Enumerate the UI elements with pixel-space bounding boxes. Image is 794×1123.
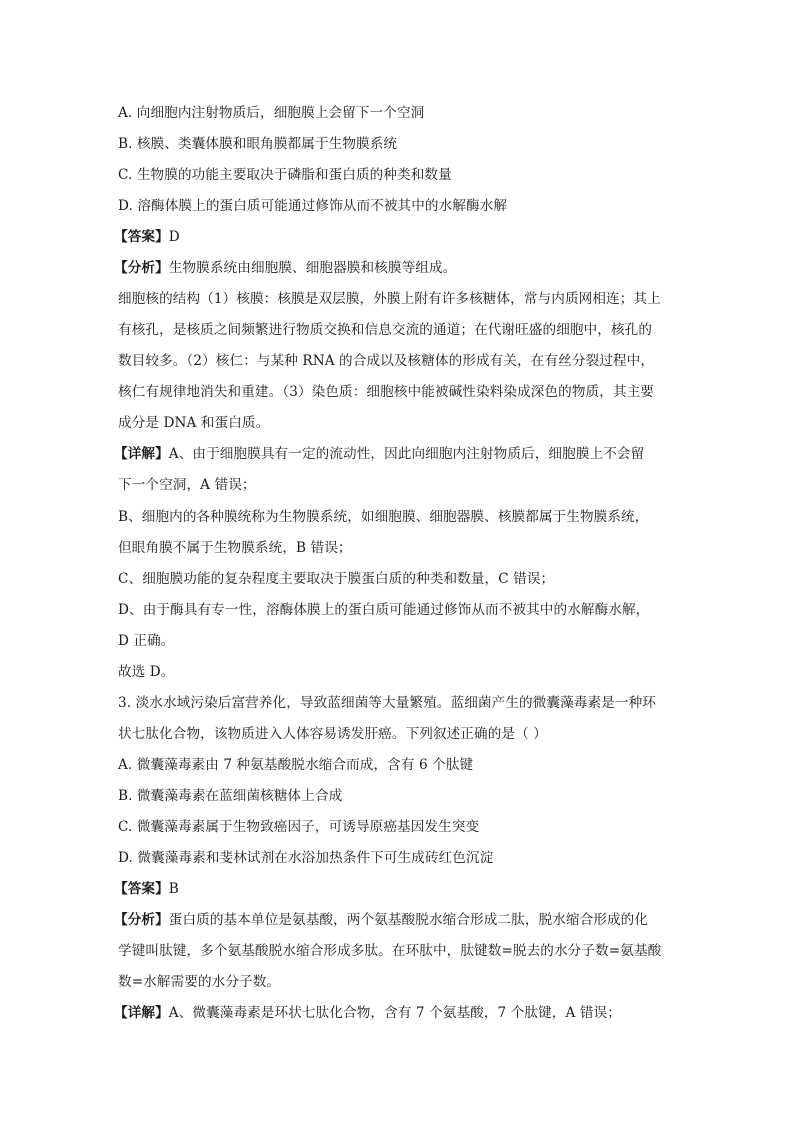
analysis-text: 生物膜系统由细胞膜、细胞器膜和核膜等组成。 [168, 260, 457, 276]
analysis-text: 蛋白质的基本单位是氨基酸，两个氨基酸脱水缩合形成二肽，脱水缩合形成的化 [168, 912, 649, 928]
q3-analysis-line: 数=水解需要的水分子数。 [118, 974, 281, 990]
analysis-label: 【分析】 [114, 260, 169, 276]
q2-analysis-line: 细胞核的结构（1）核膜：核膜是双层膜，外膜上附有许多核糖体，常与内质网相连；其上 [118, 291, 661, 307]
q2-detail-line: 故选 D。 [118, 664, 175, 680]
q2-analysis-line: 成分是 DNA 和蛋白质。 [118, 415, 270, 431]
q2-detail-line: D 正确。 [118, 633, 175, 649]
q2-detail-line: 但眼角膜不属于生物膜系统，B 错误； [118, 540, 352, 556]
q2-analysis-line: 核仁有规律地消失和重建。（3）染色质：细胞核中能被碱性染料染成深色的物质，其主要 [118, 384, 655, 400]
answer-label: 【答案】 [114, 229, 169, 245]
q2-detail-line: C、细胞膜功能的复杂程度主要取决于膜蛋白质的种类和数量，C 错误； [118, 571, 555, 587]
q2-option-b: B. 核膜、类囊体膜和眼角膜都属于生物膜系统 [118, 136, 398, 152]
q3-stem-line: 状七肽化合物，该物质进入人体容易诱发肝癌。下列叙述正确的是（ ） [118, 726, 547, 742]
detail-text: A、由于细胞膜具有一定的流动性，因此向细胞内注射物质后，细胞膜上不会留 [168, 446, 645, 462]
q3-option-d: D. 微囊藻毒素和斐林试剂在水浴加热条件下可生成砖红色沉淀 [118, 850, 494, 866]
q3-analysis [114, 910, 674, 930]
q3-detail [114, 1003, 674, 1023]
analysis-label: 【分析】 [114, 912, 169, 928]
detail-label: 【详解】 [114, 1005, 169, 1021]
q2-analysis-line: 数目较多。（2）核仁：与某种 RNA 的合成以及核糖体的形成有关，在有丝分裂过程中， [118, 353, 655, 369]
q2-option-a: A. 向细胞内注射物质后，细胞膜上会留下一个空洞 [118, 105, 425, 121]
q2-analysis [114, 258, 674, 278]
q2-detail [114, 444, 674, 464]
q3-stem-line: 3. 淡水水域污染后富营养化，导致蓝细菌等大量繁殖。蓝细菌产生的微囊藻毒素是一种环 [118, 695, 656, 711]
q2-option-c: C. 生物膜的功能主要取决于磷脂和蛋白质的种类和数量 [118, 167, 452, 183]
q3-option-a: A. 微囊藻毒素由 7 种氨基酸脱水缩合而成，含有 6 个肽键 [118, 757, 474, 773]
answer-value: D [168, 229, 180, 245]
q3-option-c: C. 微囊藻毒素属于生物致癌因子，可诱导原癌基因发生突变 [118, 819, 480, 835]
q2-detail-line: B、细胞内的各种膜统称为生物膜系统，如细胞膜、细胞器膜、核膜都属于生物膜系统， [118, 509, 649, 525]
answer-value: B [168, 881, 179, 897]
q3-analysis-line: 学键叫肽键，多个氨基酸脱水缩合形成多肽。在环肽中，肽键数=脱去的水分子数=氨基酸 [118, 943, 662, 959]
q2-detail-line: D、由于酶具有专一性，溶酶体膜上的蛋白质可能通过修饰从而不被其中的水解酶水解， [118, 602, 650, 618]
answer-label: 【答案】 [114, 881, 169, 897]
q2-analysis-line: 有核孔，是核质之间频繁进行物质交换和信息交流的通道；在代谢旺盛的细胞中，核孔的 [118, 322, 653, 338]
detail-label: 【详解】 [114, 446, 169, 462]
q2-detail-line: 下一个空洞，A 错误； [118, 477, 256, 493]
q3-answer [114, 879, 674, 899]
detail-text: A、微囊藻毒素是环状七肽化合物，含有 7 个氨基酸，7 个肽键，A 错误； [168, 1005, 621, 1021]
q2-answer [114, 227, 674, 247]
q2-option-d: D. 溶酶体膜上的蛋白质可能通过修饰从而不被其中的水解酶水解 [118, 198, 508, 214]
q3-option-b: B. 微囊藻毒素在蓝细菌核糖体上合成 [118, 788, 343, 804]
